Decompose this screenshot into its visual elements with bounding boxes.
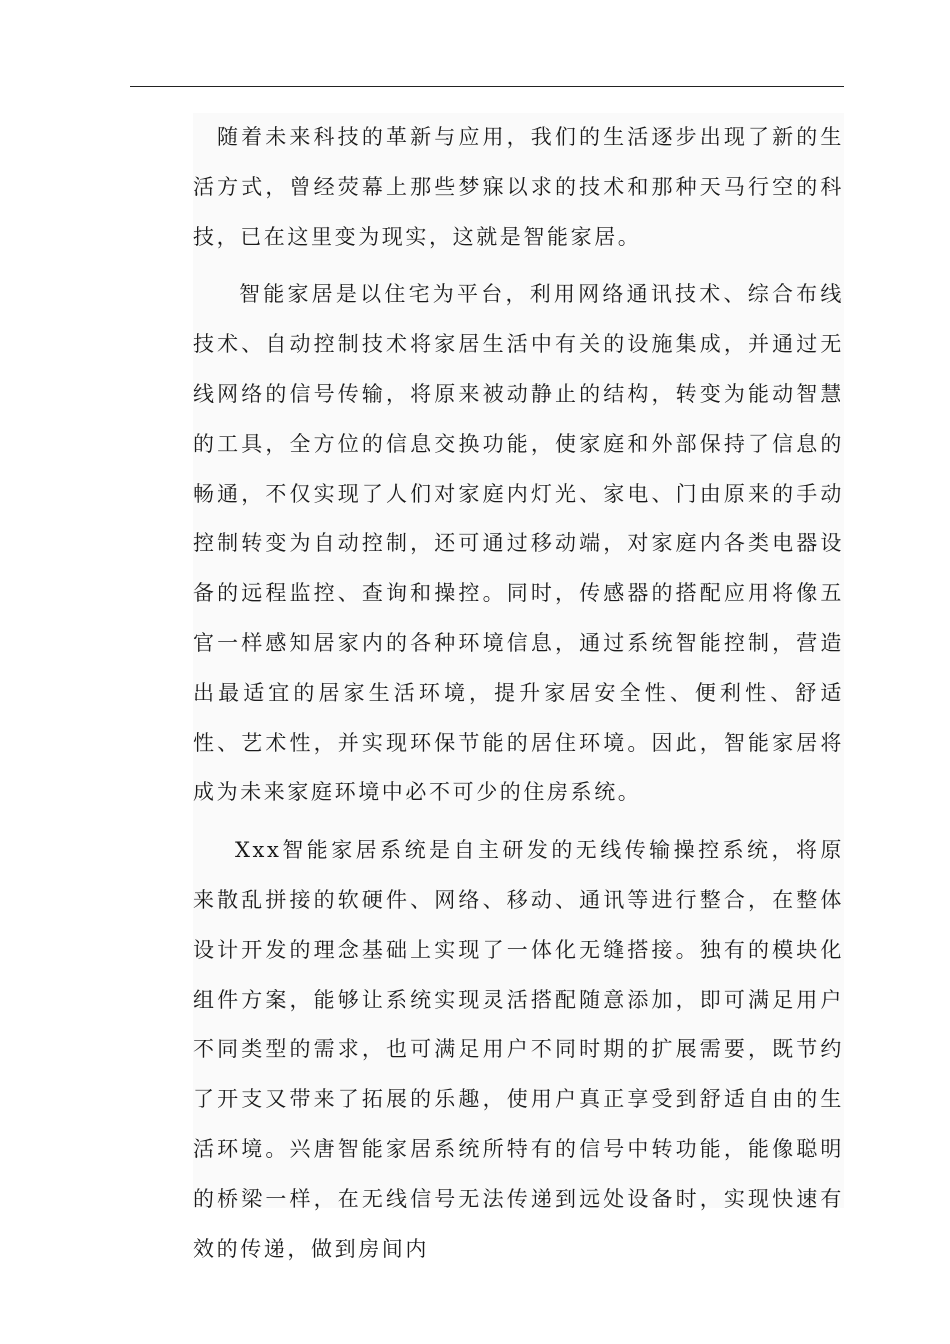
paragraph-3: Xxx智能家居系统是自主研发的无线传输操控系统，将原来散乱拼接的软硬件、网络、移动、通讯等进行整合，在整体设计开发的理念基础上实现了一体化无缝搭接。独有的模块化组件方案，能够让系统实现灵活搭配随意添加，即可满足用户不同类型的需求，也可满足用户不同时期的扩展需要，既节约了开支又带来了拓展的乐趣，使用户真正享受到舒适自由的生活环境。兴唐智能家居系统所特有的信号中转功能，能像聪明的桥梁一样，在无线信号无法传递到远处设备时，实现快速有效的传递，做到房间内	[193, 838, 844, 1261]
paragraph-1: 随着未来科技的革新与应用，我们的生活逐步出现了新的生活方式，曾经荧幕上那些梦寐以求的技术和那种天马行空的科技，已在这里变为现实，这就是智能家居。	[193, 125, 844, 249]
document-body	[193, 113, 844, 1261]
header-rule	[130, 86, 844, 87]
paragraph-2: 智能家居是以住宅为平台，利用网络通讯技术、综合布线技术、自动控制技术将家居生活中有关的设施集成，并通过无线网络的信号传输，将原来被动静止的结构，转变为能动智慧的工具，全方位的信息交换功能，使家庭和外部保持了信息的畅通，不仅实现了人们对家庭内灯光、家电、门由原来的手动控制转变为自动控制，还可通过移动端，对家庭内各类电器设备的远程监控、查询和操控。同时，传感器的搭配应用将像五官一样感知居家内的各种环境信息，通过系统智能控制，营造出最适宜的居家生活环境，提升家居安全性、便利性、舒适性、艺术性，并实现环保节能的居住环境。因此，智能家居将成为未来家庭环境中必不可少的住房系统。	[193, 282, 844, 805]
